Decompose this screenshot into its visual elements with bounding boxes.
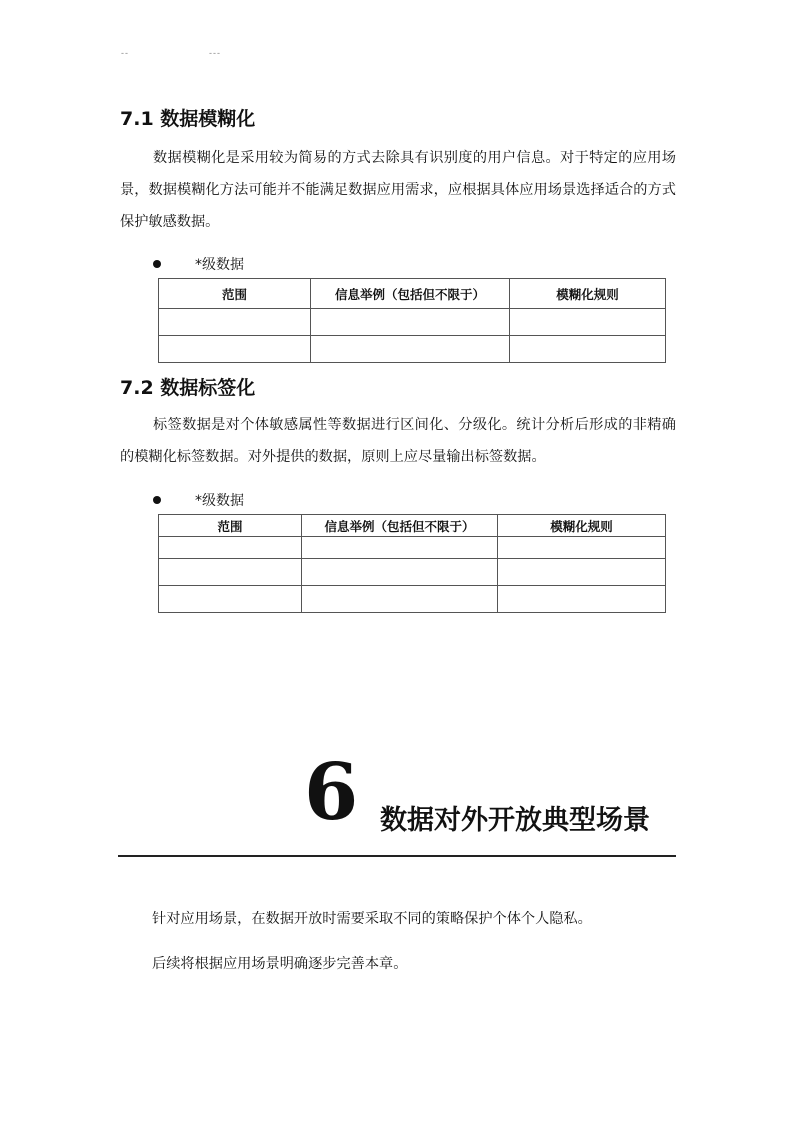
table-cell: [498, 586, 666, 613]
table-cell: [302, 537, 498, 559]
bullet-label: *级数据: [195, 257, 244, 273]
table-header-cell: 模糊化规则: [510, 279, 666, 309]
table-row: [159, 586, 666, 613]
table-cell: [159, 336, 311, 363]
table-cell: [311, 309, 510, 336]
table-header-row: [159, 515, 666, 537]
bullet-icon: [153, 496, 161, 504]
header-marks: [121, 48, 301, 58]
table-cell: [498, 537, 666, 559]
table-cell: [510, 336, 666, 363]
table-7-1: [158, 278, 666, 363]
table-row: [159, 537, 666, 559]
table-header-cell: 信息举例（包括但不限于）: [302, 515, 498, 537]
table-7-2: [158, 514, 666, 613]
table-cell: [159, 559, 302, 586]
header-mark: --: [121, 48, 129, 58]
table-cell: [498, 559, 666, 586]
table-cell: [302, 559, 498, 586]
chapter-divider: [118, 855, 676, 857]
table-cell: [510, 309, 666, 336]
chapter-paragraph: 后续将根据应用场景明确逐步完善本章。: [152, 956, 408, 972]
table-row: [159, 559, 666, 586]
table-cell: [159, 309, 311, 336]
bullet-item: [153, 490, 244, 510]
section-7-1-paragraph: 数据模糊化是采用较为简易的方式去除具有识别度的用户信息。对于特定的应用场景，数据模糊化方法可能并不能满足数据应用需求，应根据具体应用场景选择适合的方式保护敏感数据。: [120, 150, 676, 230]
bullet-label: *级数据: [195, 493, 244, 509]
table-cell: [159, 586, 302, 613]
section-heading-7-2: 7.2 数据标签化: [120, 377, 256, 399]
bullet-item: [153, 254, 244, 274]
chapter-title: 数据对外开放典型场景: [380, 805, 650, 836]
table-cell: [159, 537, 302, 559]
table-cell: [311, 336, 510, 363]
table-header-cell: 范围: [159, 279, 311, 309]
table-header-cell: 范围: [159, 515, 302, 537]
table-header-cell: 模糊化规则: [498, 515, 666, 537]
header-mark: ---: [209, 48, 221, 58]
chapter-number: 6: [304, 747, 359, 838]
table-row: [159, 309, 666, 336]
table-header-row: [159, 279, 666, 309]
section-7-2-paragraph: 标签数据是对个体敏感属性等数据进行区间化、分级化。统计分析后形成的非精确的模糊化标签数据。对外提供的数据，原则上应尽量输出标签数据。: [120, 417, 676, 465]
table-row: [159, 336, 666, 363]
bullet-icon: [153, 260, 161, 268]
table-header-cell: 信息举例（包括但不限于）: [311, 279, 510, 309]
section-heading-7-1: 7.1 数据模糊化: [120, 108, 256, 130]
chapter-paragraph: 针对应用场景，在数据开放时需要采取不同的策略保护个体个人隐私。: [152, 911, 592, 927]
table-cell: [302, 586, 498, 613]
